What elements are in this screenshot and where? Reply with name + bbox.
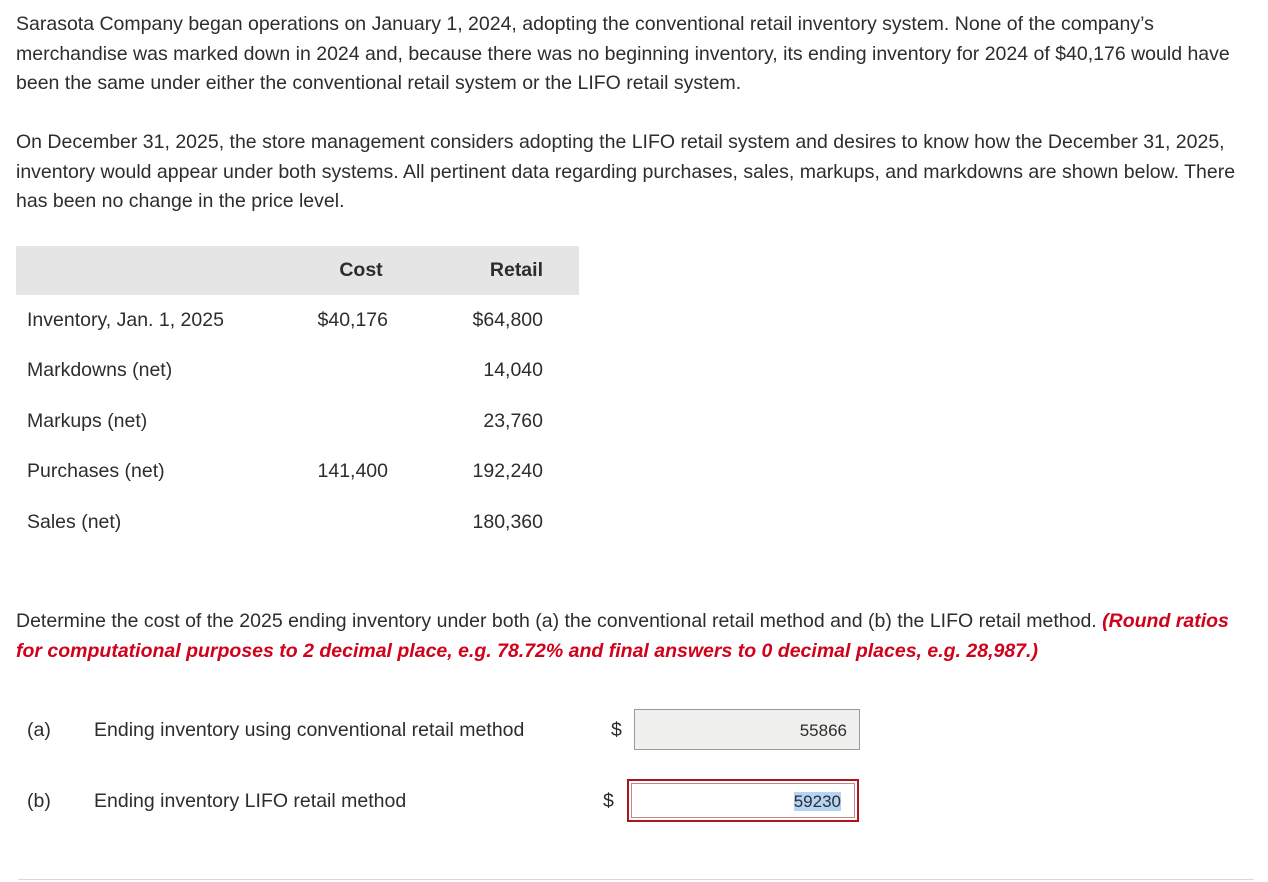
answer-b-label: Ending inventory LIFO retail method	[94, 790, 407, 812]
rounding-instruction: (Round ratios for computational purposes to 2 decimal place, e.g. 78.72% and final answers to 0 decimal places, e.g. 28,987.)	[16, 610, 1229, 662]
row-label: Markups (net)	[27, 409, 148, 432]
lifo-retail-input-value: 59230	[793, 792, 841, 811]
header-retail	[388, 246, 579, 295]
intro-paragraph-2: On December 31, 2025, the store management considers adopting the LIFO retail system and desires to know how the December 31, 2025, inventory would appear under both systems. All pertinent data regarding purchases, sales, markups, and markdowns are shown below. There has been no change in the price level.	[16, 131, 1236, 212]
answer-row-a	[0, 709, 1268, 749]
table-row	[16, 396, 579, 447]
row-label: Purchases (net)	[27, 460, 165, 483]
row-label: Markdowns (net)	[27, 359, 173, 382]
row-label: Inventory, Jan. 1, 2025	[27, 308, 224, 331]
inventory-data-table	[16, 246, 579, 548]
row-retail: $64,800	[472, 308, 543, 331]
row-cost	[274, 346, 388, 397]
table-row	[16, 295, 579, 346]
row-cost	[274, 497, 388, 548]
table-row	[16, 497, 579, 548]
question-paragraph	[16, 607, 1256, 666]
question-text: Determine the cost of the 2025 ending inventory under both (a) the conventional retail method and (b) the LIFO retail method.	[16, 610, 1097, 632]
conventional-retail-input[interactable]: 55866	[634, 709, 860, 750]
row-retail: 23,760	[483, 409, 543, 432]
row-cost: 141,400	[317, 460, 388, 483]
answer-row-b	[0, 780, 1268, 820]
header-cost-text: Cost	[339, 259, 383, 281]
row-label: Sales (net)	[27, 510, 122, 533]
table-row	[16, 346, 579, 397]
answer-b-currency: $	[603, 790, 614, 812]
row-cost: $40,176	[317, 308, 388, 331]
answer-a-letter: (a)	[27, 719, 51, 741]
answer-a-currency: $	[611, 719, 622, 741]
table-row	[16, 447, 579, 498]
bottom-divider	[18, 879, 1254, 880]
row-retail: 14,040	[483, 359, 543, 382]
header-cost	[274, 246, 388, 295]
answer-b-letter: (b)	[27, 790, 51, 812]
table-header-row	[16, 246, 579, 295]
header-retail-text: Retail	[489, 259, 543, 281]
row-cost	[274, 396, 388, 447]
lifo-retail-input[interactable]	[627, 779, 859, 822]
answer-a-label: Ending inventory using conventional retail method	[94, 719, 525, 741]
row-retail: 180,360	[472, 510, 543, 533]
header-label	[16, 246, 274, 295]
row-retail: 192,240	[472, 460, 543, 483]
intro-paragraph-1: Sarasota Company began operations on January 1, 2024, adopting the conventional retail inventory system. None of the company’s merchandise was marked down in 2024 and, because there was no beginning inventory, its ending inventory for 2024 of $40,176 would have been the same under either the conventional retail system or the LIFO retail system.	[16, 13, 1230, 94]
